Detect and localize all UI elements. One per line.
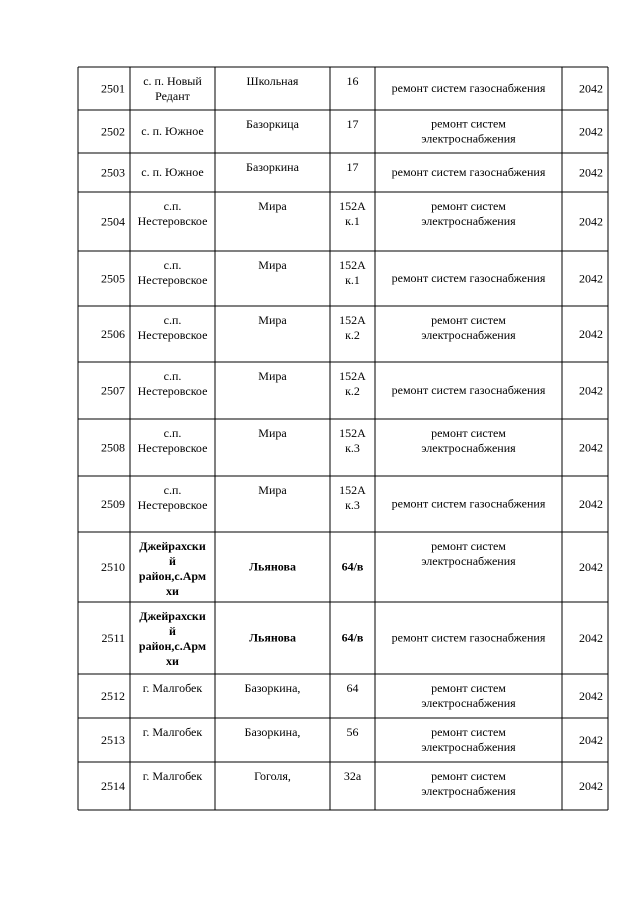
house-cell: 152А к.1	[339, 258, 366, 287]
street-cell: Льянова	[249, 630, 296, 645]
street-cell: Мира	[258, 199, 287, 213]
year-cell: 2042	[579, 779, 603, 793]
house-cell: 17	[346, 117, 359, 131]
row-number: 2504	[101, 214, 125, 229]
work-type-cell: ремонт систем газоснабжения	[391, 630, 546, 645]
work-type-cell: ремонт систем электроснабжения	[421, 539, 516, 568]
year-cell: 2042	[579, 631, 603, 645]
settlement-cell: с.п. Нестеровское	[137, 199, 208, 228]
work-type-cell: ремонт систем электроснабжения	[421, 313, 516, 342]
work-type-cell: ремонт систем газоснабжения	[391, 496, 546, 511]
year-cell: 2042	[579, 440, 603, 455]
settlement-cell: с. п. Южное	[141, 124, 204, 138]
settlement-cell: с.п. Нестеровское	[137, 369, 208, 398]
work-type-cell: ремонт систем газоснабжения	[391, 81, 546, 95]
street-cell: Школьная	[246, 74, 299, 88]
street-cell: Мира	[258, 483, 287, 497]
street-cell: Мира	[258, 426, 287, 440]
settlement-cell: г. Малгобек	[142, 681, 203, 695]
row-number: 2512	[101, 689, 125, 703]
house-cell: 17	[346, 160, 359, 174]
row-number: 2502	[101, 124, 125, 139]
row-number: 2505	[101, 271, 125, 286]
row-number: 2510	[101, 560, 125, 574]
street-cell: Базоркина,	[244, 681, 301, 695]
settlement-cell: г. Малгобек	[142, 725, 203, 739]
year-cell: 2042	[579, 689, 603, 703]
year-cell: 2042	[579, 327, 603, 341]
settlement-cell: с. п. Южное	[141, 165, 204, 179]
work-type-cell: ремонт систем газоснабжения	[391, 383, 546, 397]
row-number: 2507	[101, 383, 125, 398]
house-cell: 56	[346, 725, 359, 739]
settlement-cell: с.п. Нестеровское	[137, 426, 208, 455]
house-cell: 152А к.1	[339, 199, 366, 228]
settlement-cell: Джейрахски й район,с.Арм хи	[138, 609, 207, 668]
settlement-cell: с.п. Нестеровское	[137, 313, 208, 342]
row-number: 2513	[101, 733, 125, 747]
house-cell: 32а	[343, 769, 362, 783]
table-cells	[101, 74, 603, 798]
house-cell: 64/в	[341, 630, 364, 645]
street-cell: Льянова	[249, 559, 296, 574]
house-cell: 64/в	[341, 559, 364, 574]
year-cell: 2042	[579, 271, 603, 286]
house-cell: 16	[346, 74, 359, 88]
settlement-cell: г. Малгобек	[142, 769, 203, 783]
street-cell: Мира	[258, 369, 287, 383]
work-type-cell: ремонт систем электроснабжения	[421, 681, 516, 710]
street-cell: Мира	[258, 313, 287, 327]
work-type-cell: ремонт систем электроснабжения	[421, 426, 516, 455]
row-number: 2508	[101, 440, 125, 455]
year-cell: 2042	[579, 383, 603, 398]
house-cell: 152А к.2	[339, 369, 366, 398]
row-number: 2503	[101, 165, 125, 180]
street-cell: Базоркина,	[244, 725, 301, 739]
settlement-cell: с.п. Нестеровское	[137, 483, 208, 512]
street-cell: Базоркица	[246, 117, 299, 131]
house-cell: 152А к.3	[339, 483, 366, 512]
year-cell: 2042	[579, 560, 603, 574]
house-cell: 64	[346, 681, 359, 695]
work-type-cell: ремонт систем электроснабжения	[421, 199, 516, 228]
year-cell: 2042	[579, 165, 603, 180]
settlement-cell: с.п. Нестеровское	[137, 258, 208, 287]
work-type-cell: ремонт систем электроснабжения	[421, 116, 516, 146]
street-cell: Гоголя,	[254, 769, 291, 783]
row-number: 2514	[101, 779, 125, 793]
settlement-cell: с. п. Новый Редант	[143, 74, 202, 103]
row-number: 2506	[101, 327, 125, 341]
settlement-cell: Джейрахски й район,с.Арм хи	[138, 539, 207, 598]
street-cell: Мира	[258, 258, 287, 272]
year-cell: 2042	[579, 124, 603, 139]
street-cell: Базоркина	[246, 160, 299, 174]
work-type-cell: ремонт систем электроснабжения	[421, 769, 516, 798]
row-number: 2501	[101, 81, 125, 96]
work-type-cell: ремонт систем газоснабжения	[391, 165, 546, 179]
year-cell: 2042	[579, 733, 603, 747]
house-cell: 152А к.2	[339, 313, 366, 342]
row-number: 2511	[101, 631, 125, 645]
house-cell: 152А к.3	[339, 426, 366, 455]
work-type-cell: ремонт систем газоснабжения	[391, 271, 546, 285]
row-number: 2509	[101, 497, 125, 511]
year-cell: 2042	[579, 81, 603, 96]
work-type-cell: ремонт систем электроснабжения	[421, 725, 516, 754]
year-cell: 2042	[579, 214, 603, 229]
year-cell: 2042	[579, 497, 603, 511]
